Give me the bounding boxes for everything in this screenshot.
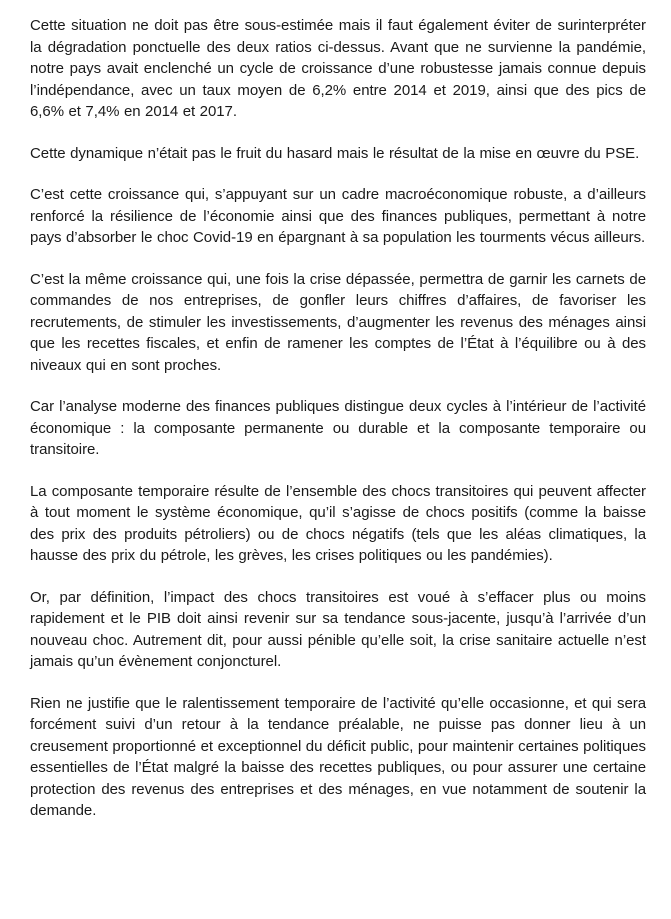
paragraph-transitory-shocks: Or, par définition, l’impact des chocs transitoires est voué à s’effacer plus ou moins rapidement et le PIB doit ainsi revenir sur sa tendance sous-jacente, jusqu’à l’arrivée d’un nouveau choc. Autrement dit, pour aussi pénible qu’elle soit, la crise sanitaire actuelle n’est jamais qu’un évènement conjoncturel. [30,588,646,670]
paragraph-deficit-justification: Rien ne justifie que le ralentissement temporaire de l’activité qu’elle occasionne, et qui sera forcément suivi d’un retour à la tendance préalable, ne puisse pas donner lieu à un creusement proportionné et exceptionnel du déficit public, pour maintenir certaines politiques essentielles de l’État malgré la baisse des recettes publiques, ou pour assurer une certaine protection des revenus des entreprises et des ménages, en vue notamment de soutenir la demande. [30,694,646,819]
paragraph-resilience: C’est cette croissance qui, s’appuyant sur un cadre macroéconomique robuste, a d’ailleurs renforcé la résilience de l’économie ainsi que des finances publiques, permettant à notre pays d’absorber le choc Covid-19 en épargnant à sa population les tourments vécus ailleurs. [30,186,646,246]
paragraph-recovery-effects: C’est la même croissance qui, une fois la crise dépassée, permettra de garnir les carnets de commandes de nos entreprises, de gonfler leurs chiffres d’affaires, de favoriser les recrutements, de stimuler les investissements, d’augmenter les revenus des ménages ainsi que les recettes fiscales, et enfin de ramener les comptes de l’État à l’équilibre ou à des niveaux qui en sont proches. [30,270,646,374]
paragraph-temporary-component: La composante temporaire résulte de l’ensemble des chocs transitoires qui peuvent affecter à tout moment le système économique, qu’il s’agisse de chocs positifs (comme la baisse des prix des produits pétroliers) ou de chocs négatifs (tels que les aléas climatiques, la hausse des prix du pétrole, les grèves, les crises politiques ou les pandémies). [30,482,646,564]
paragraph-growth-context: Cette situation ne doit pas être sous-estimée mais il faut également éviter de surinterpréter la dégradation ponctuelle des deux ratios ci-dessus. Avant que ne survienne la pandémie, notre pays avait enclenché un cycle de croissance d’une robustesse jamais connue depuis l’indépendance, avec un taux moyen de 6,2% entre 2014 et 2019, ainsi que des pics de 6,6% et 7,4% en 2014 et 2017. [30,17,646,120]
paragraph-two-cycles: Car l’analyse moderne des finances publiques distingue deux cycles à l’intérieur de l’activité économique : la composante permanente ou durable et la composante temporaire ou transitoire. [30,398,646,458]
paragraph-pse-dynamic: Cette dynamique n’était pas le fruit du hasard mais le résultat de la mise en œuvre du PSE. [30,144,640,162]
